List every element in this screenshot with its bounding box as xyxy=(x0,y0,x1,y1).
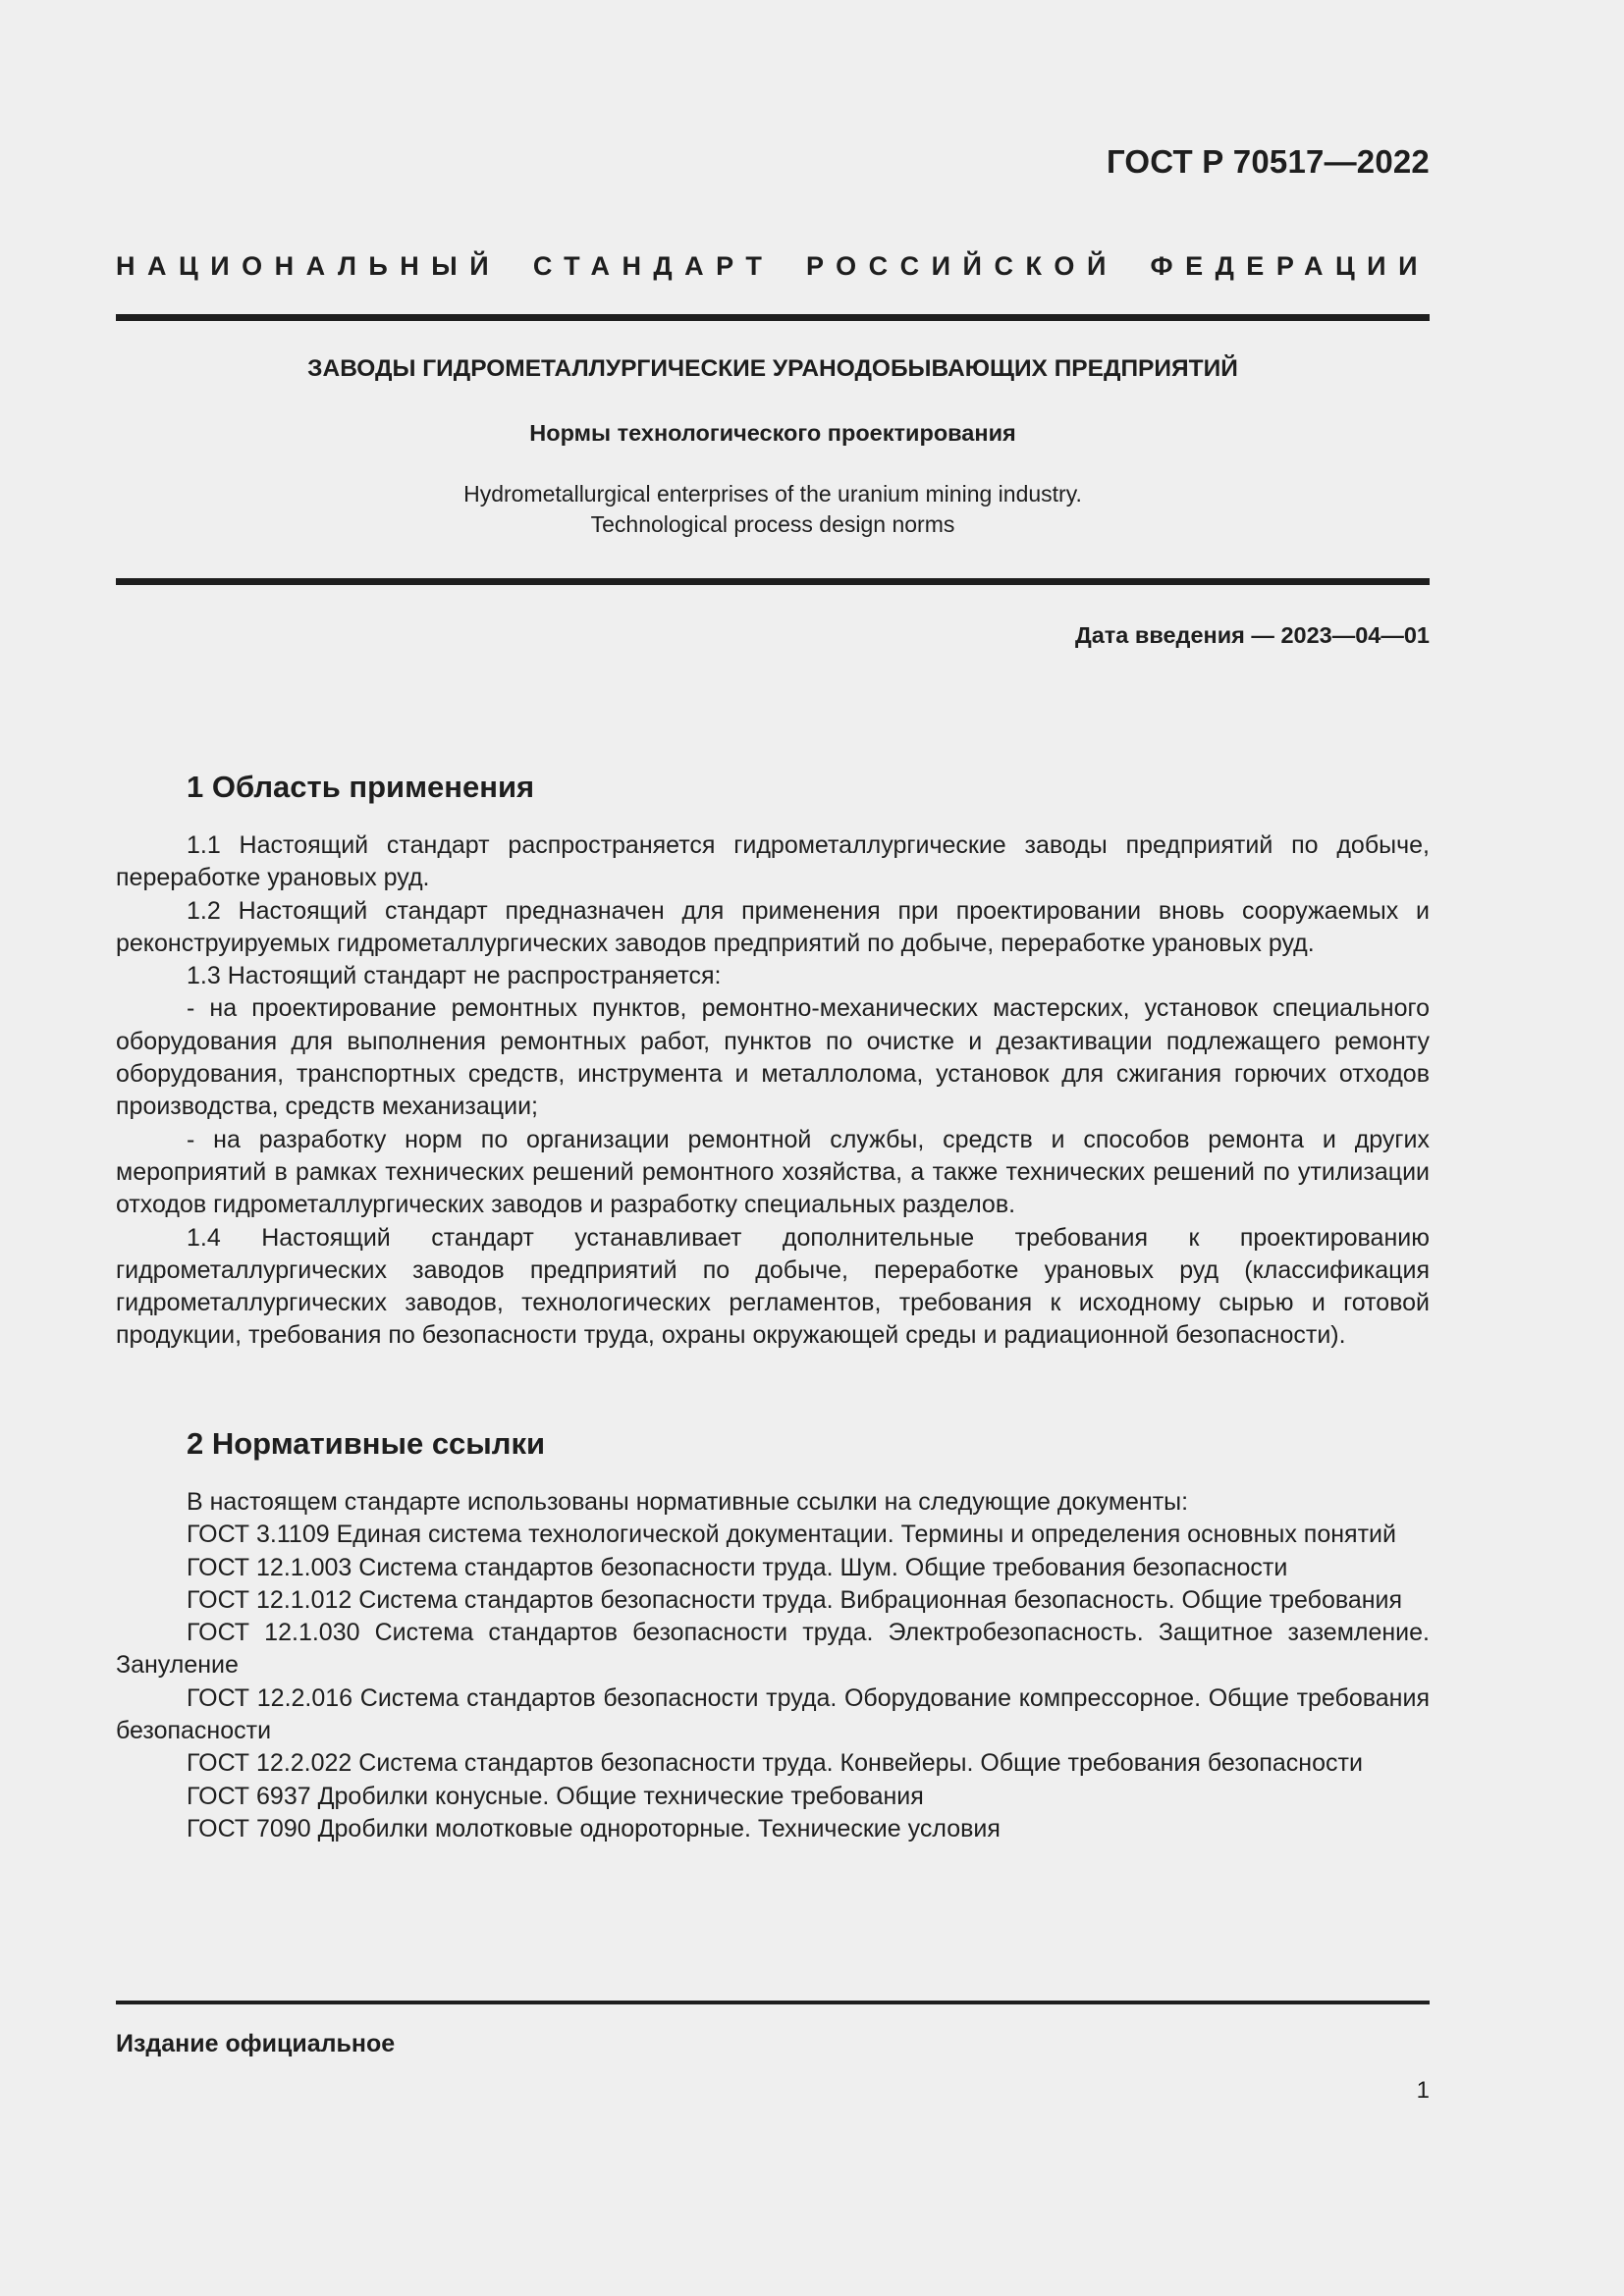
reference-item: ГОСТ 6937 Дробилки конусные. Общие технические требования xyxy=(187,1782,924,1810)
paragraph: 1.2 Настоящий стандарт предназначен для применения при проектировании вновь сооружаемых и реконструируемых гидрометаллургических заводов предприятий по добыче, переработке урановых руд. xyxy=(116,896,1430,957)
introduction-date: Дата введения — 2023—04—01 xyxy=(1074,622,1430,648)
section-2-heading: 2 Нормативные ссылки xyxy=(187,1426,546,1461)
title-divider xyxy=(116,578,1430,585)
english-title-line-1: Hydrometallurgical enterprises of the uranium mining industry. xyxy=(463,481,1082,507)
document-title: ЗАВОДЫ ГИДРОМЕТАЛЛУРГИЧЕСКИЕ УРАНОДОБЫВАЮЩИХ ПРЕДПРИЯТИЙ xyxy=(307,355,1238,382)
paragraph: - на разработку норм по организации ремонтной службы, средств и способов ремонта и других мероприятий в рамках технических решений ремонтного хозяйства, а также технических решений по утилизации отходов гидрометаллургических заводов и разработку специальных разделов. xyxy=(116,1125,1430,1219)
english-title xyxy=(116,479,1430,540)
paragraph: - на проектирование ремонтных пунктов, ремонтно-механических мастерских, установок специального оборудования для выполнения ремонтных работ, пунктов по очистке и дезактивации подлежащего ремонту оборудования, транспортных средств, инструмента и металлолома, установок для сжигания горючих отходов производства, средств механизации; xyxy=(116,994,1430,1121)
national-standard-banner: НАЦИОНАЛЬНЫЙ СТАНДАРТ РОССИЙСКОЙ ФЕДЕРАЦИИ xyxy=(116,251,1430,281)
reference-item: ГОСТ 12.2.016 Система стандартов безопасности труда. Оборудование компрессорное. Общие требования безопасности xyxy=(116,1683,1430,1745)
page-number: 1 xyxy=(1416,2077,1430,2104)
section-1-heading: 1 Область применения xyxy=(187,770,535,804)
english-title-line-2: Technological process design norms xyxy=(590,511,955,537)
section-1-body xyxy=(116,829,1430,1353)
paragraph: В настоящем стандарте использованы нормативные ссылки на следующие документы: xyxy=(187,1488,1189,1516)
footer-divider xyxy=(116,2001,1430,2004)
official-edition-label: Издание официальное xyxy=(116,2030,396,2057)
reference-item: ГОСТ 12.2.022 Система стандартов безопасности труда. Конвейеры. Общие требования безопасности xyxy=(187,1749,1363,1778)
reference-item: ГОСТ 12.1.012 Система стандартов безопасности труда. Вибрационная безопасность. Общие требования xyxy=(187,1585,1403,1614)
reference-item: ГОСТ 12.1.003 Система стандартов безопасности труда. Шум. Общие требования безопасности xyxy=(187,1553,1288,1581)
section-2-body xyxy=(116,1486,1430,1845)
document-subtitle: Нормы технологического проектирования xyxy=(529,420,1016,446)
reference-item: ГОСТ 7090 Дробилки молотковые однороторные. Технические условия xyxy=(187,1814,1001,1842)
paragraph: 1.4 Настоящий стандарт устанавливает дополнительные требования к проектированию гидрометаллургических заводов предприятий по добыче, переработке урановых руд (классификация гидрометаллургических заводов, технологических регламентов, требования к исходному сырью и готовой продукции, требования по безопасности труда, охраны окружающей среды и радиационной безопасности). xyxy=(116,1223,1430,1350)
top-divider xyxy=(116,314,1430,321)
paragraph: 1.1 Настоящий стандарт распространяется гидрометаллургические заводы предприятий по добыче, переработке урановых руд. xyxy=(116,831,1430,892)
reference-item: ГОСТ 3.1109 Единая система технологической документации. Термины и определения основных понятий xyxy=(187,1521,1396,1549)
standard-code: ГОСТ Р 70517—2022 xyxy=(1106,143,1430,180)
paragraph: 1.3 Настоящий стандарт не распространяется: xyxy=(187,962,722,990)
reference-item: ГОСТ 12.1.030 Система стандартов безопасности труда. Электробезопасность. Защитное заземление. Зануление xyxy=(116,1619,1430,1680)
